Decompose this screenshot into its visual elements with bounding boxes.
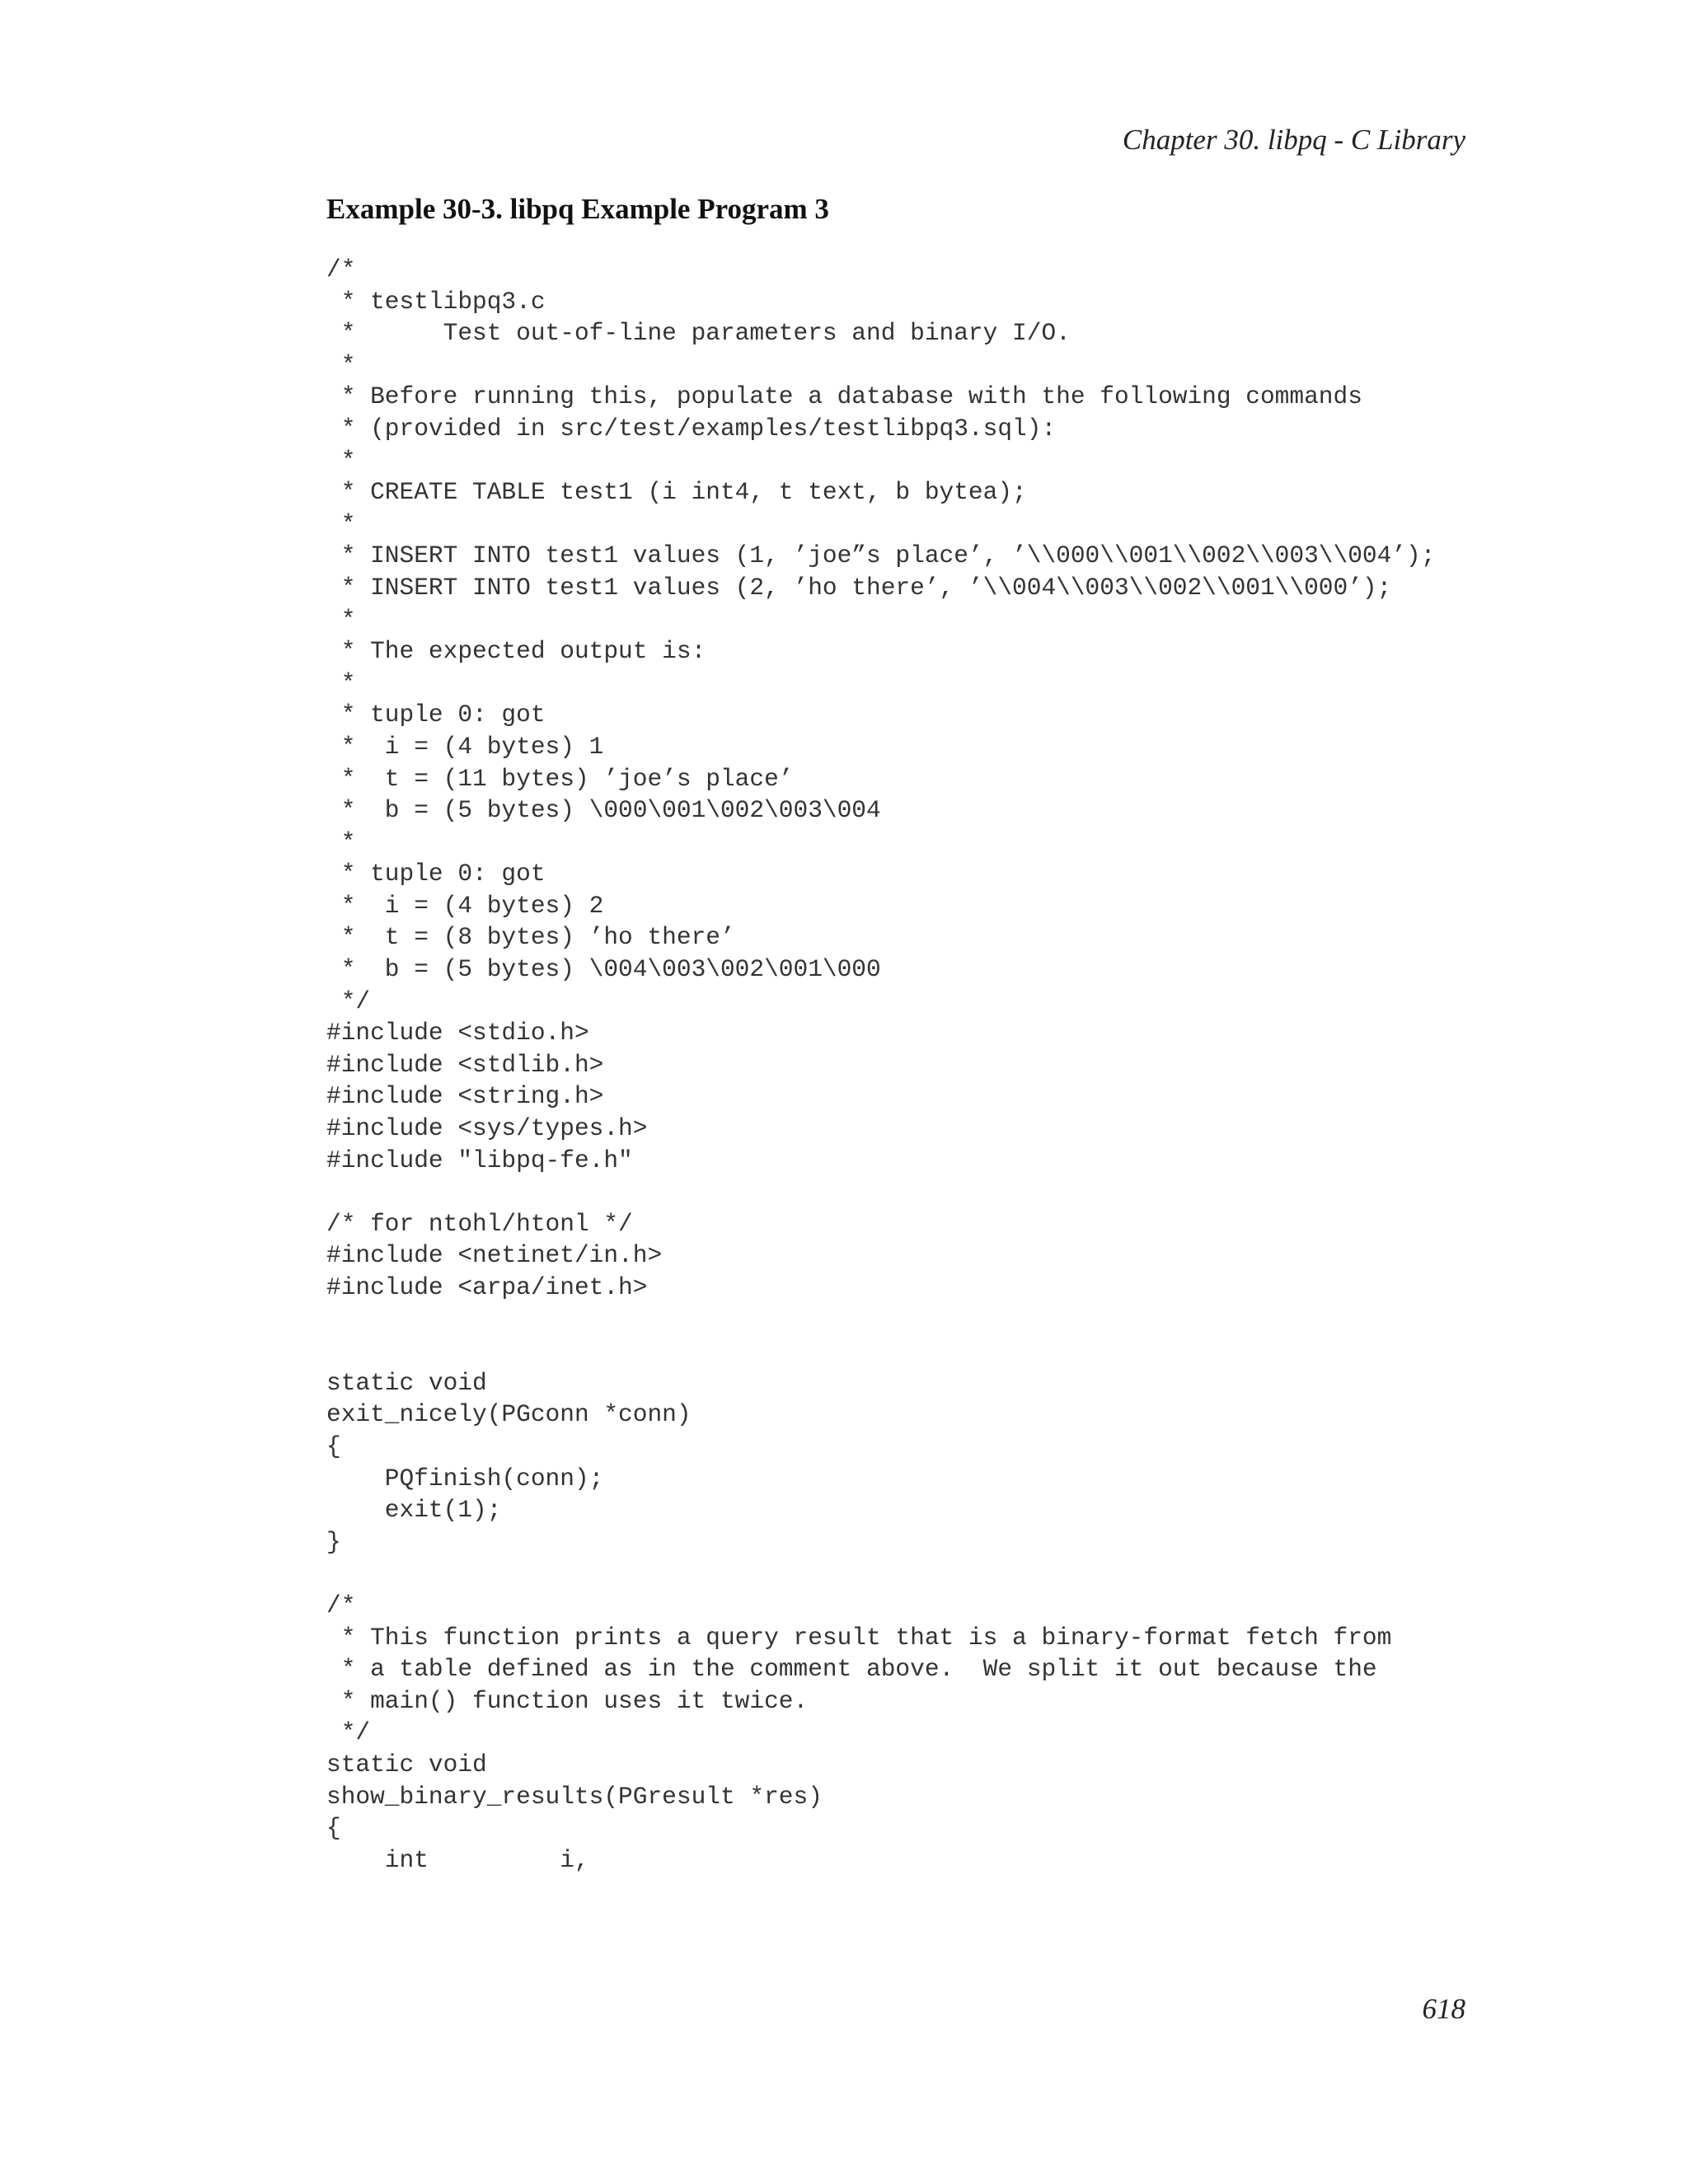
code-line xyxy=(326,1335,1435,1367)
code-line: */ xyxy=(326,987,371,1015)
code-line: #include <netinet/in.h> xyxy=(326,1241,663,1270)
running-header: Chapter 30. libpq - C Library xyxy=(1122,124,1465,156)
code-line: * xyxy=(326,446,356,475)
code-line xyxy=(326,1176,1435,1208)
code-line: * xyxy=(326,827,356,856)
code-line: * main() function uses it twice. xyxy=(326,1686,809,1715)
code-line: #include <stdio.h> xyxy=(326,1019,589,1047)
code-line: #include <string.h> xyxy=(326,1082,604,1111)
code-line: * i = (4 bytes) 1 xyxy=(326,732,604,761)
code-line: { xyxy=(326,1432,341,1460)
code-line: * t = (11 bytes) ’joe’s place’ xyxy=(326,764,794,793)
code-listing xyxy=(326,254,1435,1876)
code-line: #include "libpq-fe.h" xyxy=(326,1146,633,1174)
code-line: int i, xyxy=(326,1845,589,1874)
code-line: * The expected output is: xyxy=(326,637,706,666)
code-line: */ xyxy=(326,1718,371,1747)
code-line: * CREATE TABLE test1 (i int4, t text, b bytea); xyxy=(326,478,1027,507)
code-line: * (provided in src/test/examples/testlibpq3.sql): xyxy=(326,414,1057,443)
code-line xyxy=(326,1558,1435,1590)
page-number: 618 xyxy=(1422,1993,1465,2025)
code-line: * i = (4 bytes) 2 xyxy=(326,891,604,920)
code-line: * xyxy=(326,668,356,697)
code-line: * INSERT INTO test1 values (2, ’ho there’, ’\\004\\003\\002\\001\\000’); xyxy=(326,573,1392,602)
code-line: * t = (8 bytes) ’ho there’ xyxy=(326,923,735,952)
code-line: * b = (5 bytes) \004\003\002\001\000 xyxy=(326,955,881,984)
code-line: * b = (5 bytes) \000\001\002\003\004 xyxy=(326,796,881,825)
code-line: #include <stdlib.h> xyxy=(326,1050,604,1079)
code-line: * testlibpq3.c xyxy=(326,287,546,316)
code-line: PQfinish(conn); xyxy=(326,1464,604,1493)
code-line: static void xyxy=(326,1750,487,1779)
example-title: Example 30-3. libpq Example Program 3 xyxy=(326,193,829,225)
code-line: #include <arpa/inet.h> xyxy=(326,1273,648,1301)
code-line: /* for ntohl/htonl */ xyxy=(326,1209,633,1238)
code-line xyxy=(326,1304,1435,1336)
code-line: * tuple 0: got xyxy=(326,860,546,888)
code-line: * tuple 0: got xyxy=(326,701,546,729)
code-line: * Before running this, populate a database with the following commands xyxy=(326,382,1362,411)
code-line: show_binary_results(PGresult *res) xyxy=(326,1782,823,1811)
code-line: { xyxy=(326,1814,341,1843)
code-line: * xyxy=(326,350,356,379)
code-line: exit_nicely(PGconn *conn) xyxy=(326,1400,692,1429)
code-line: static void xyxy=(326,1368,487,1397)
code-line: * Test out-of-line parameters and binary I/O. xyxy=(326,319,1071,348)
code-line: /* xyxy=(326,255,356,284)
code-line: * a table defined as in the comment above. We split it out because the xyxy=(326,1655,1377,1684)
code-line: } xyxy=(326,1527,341,1556)
code-line: #include <sys/types.h> xyxy=(326,1114,648,1143)
code-line: * INSERT INTO test1 values (1, ’joe”s place’, ’\\000\\001\\002\\003\\004’); xyxy=(326,541,1436,570)
code-line: * This function prints a query result that is a binary-format fetch from xyxy=(326,1623,1392,1652)
code-line: exit(1); xyxy=(326,1496,502,1525)
code-line: * xyxy=(326,605,356,634)
code-line: /* xyxy=(326,1591,356,1619)
code-line: * xyxy=(326,509,356,538)
